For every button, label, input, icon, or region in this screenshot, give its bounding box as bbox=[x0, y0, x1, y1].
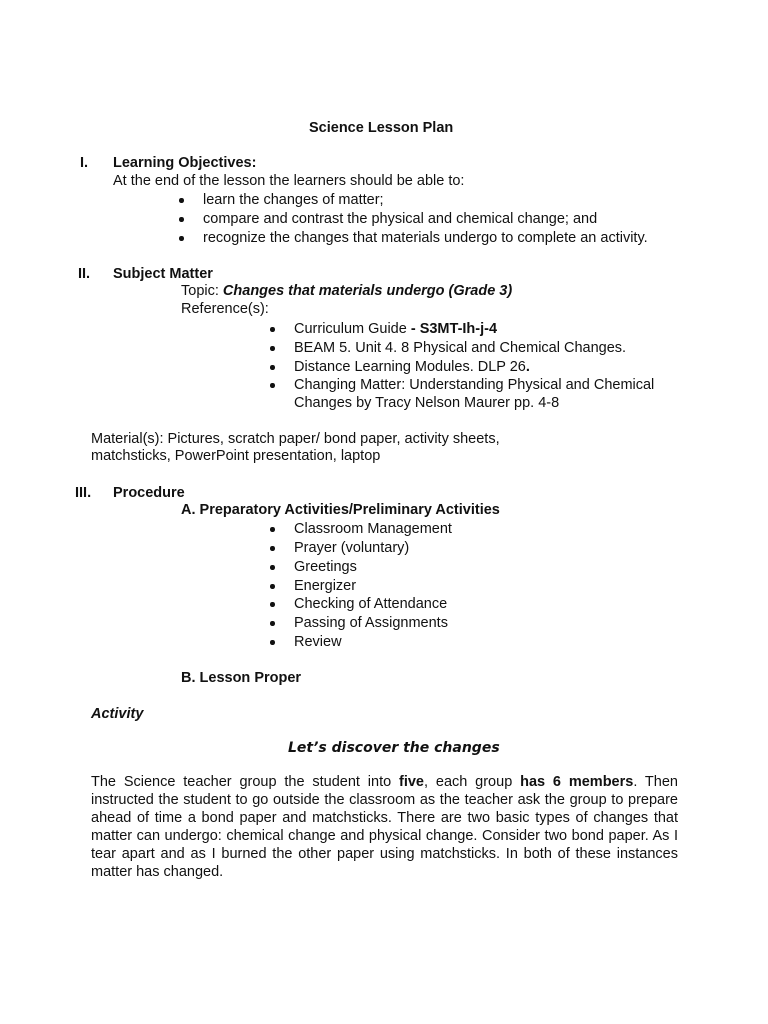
reference-item: Changing Matter: Understanding Physical and Chemical bbox=[294, 377, 655, 393]
topic-value: Changes that materials undergo (Grade 3) bbox=[222, 283, 513, 299]
reference-item: BEAM 5. Unit 4. 8 Physical and Chemical Changes. bbox=[294, 340, 627, 356]
section-2-heading: Subject Matter bbox=[113, 266, 213, 282]
section-1-number: I. bbox=[80, 155, 89, 171]
section-2-number: II. bbox=[78, 266, 91, 282]
preparatory-item: Greetings bbox=[294, 559, 357, 575]
materials-line: matchsticks, PowerPoint presentation, laptop bbox=[91, 448, 381, 464]
preparatory-item: Energizer bbox=[294, 578, 357, 594]
reference-item: Curriculum Guide - S3MT-Ih-j-4 bbox=[294, 321, 498, 337]
activity-paragraph: The Science teacher group the student into five, each group has 6 members. Then instructed the student to go outside the classroom as the teacher ask the group to prepare ahead of time a bond paper and matchsticks. There are two basic types of changes that matter can undergo: chemical change and physical change. Consider two bond paper. As I tear apart and as I burned the other paper using matchsticks. In both of these instances matter has changed. bbox=[91, 774, 678, 880]
page-title: Science Lesson Plan bbox=[309, 120, 454, 136]
preparatory-item: Passing of Assignments bbox=[294, 615, 448, 631]
subsection-b-heading: B. Lesson Proper bbox=[181, 670, 302, 686]
preparatory-item: Classroom Management bbox=[294, 521, 452, 537]
topic-line bbox=[181, 282, 512, 300]
preparatory-item: Prayer (voluntary) bbox=[294, 540, 410, 556]
preparatory-item: Checking of Attendance bbox=[294, 596, 448, 612]
objective-item: learn the changes of matter; bbox=[203, 192, 384, 208]
activity-label: Activity bbox=[91, 706, 144, 722]
section-3-heading: Procedure bbox=[113, 485, 185, 501]
activity-title: Let’s discover the changes bbox=[288, 740, 500, 756]
section-1-heading: Learning Objectives: bbox=[113, 155, 257, 171]
reference-item: Distance Learning Modules. DLP 26. bbox=[294, 359, 530, 375]
reference-item-continued: Changes by Tracy Nelson Maurer pp. 4-8 bbox=[294, 395, 560, 411]
objective-item: compare and contrast the physical and chemical change; and bbox=[203, 211, 598, 227]
section-3-number: III. bbox=[75, 485, 92, 501]
materials-line: Material(s): Pictures, scratch paper/ bond paper, activity sheets, bbox=[91, 431, 500, 447]
preparatory-item: Review bbox=[294, 634, 342, 650]
objectives-intro: At the end of the lesson the learners should be able to: bbox=[113, 173, 465, 189]
topic-label: Topic: bbox=[181, 283, 223, 299]
references-label: Reference(s): bbox=[181, 301, 269, 317]
objective-item: recognize the changes that materials undergo to complete an activity. bbox=[203, 230, 648, 246]
subsection-a-heading: A. Preparatory Activities/Preliminary Activities bbox=[181, 502, 500, 518]
